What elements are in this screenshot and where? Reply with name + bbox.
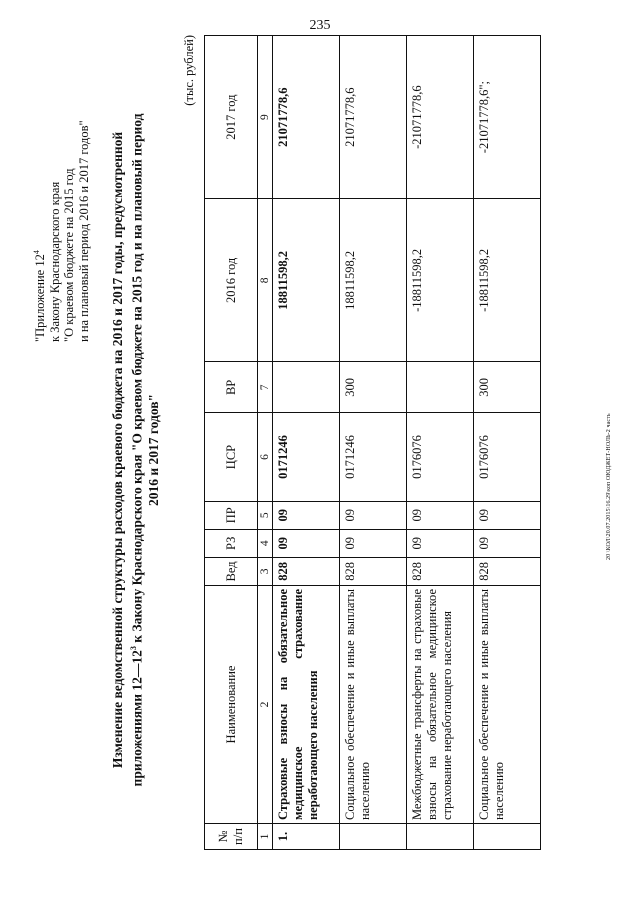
header-ved: Вед [205,557,258,585]
row-name: Социальное обеспечение и иные выплаты населению [340,585,407,823]
row-pr: 09 [273,501,340,529]
row-number [407,824,474,850]
row-2016: 18811598,2 [273,199,340,362]
row-ved: 828 [474,557,541,585]
header-2016: 2016 год [205,199,258,362]
units-label: (тыс. рублей) [182,35,196,106]
column-number: 6 [258,413,273,501]
column-number: 3 [258,557,273,585]
row-vr [273,362,340,413]
row-csr: 0171246 [273,413,340,501]
row-rz: 09 [407,529,474,557]
column-number: 5 [258,501,273,529]
header-pr: ПР [205,501,258,529]
row-rz: 09 [340,529,407,557]
header-num: № п/п [205,824,258,850]
appendix-line-3: "О краевом бюджете на 2015 год [62,168,77,342]
row-ved: 828 [273,557,340,585]
row-rz: 09 [474,529,541,557]
row-2016: 18811598,2 [340,199,407,362]
row-2016: -18811598,2 [474,199,541,362]
column-number: 2 [258,585,273,823]
footer-file-code: 20 \КОЛ\20.07.2015\16.29\коп ОЮДЖЕТ-НОЛЬ-2 часть [606,413,612,560]
document-title [110,30,162,870]
table-row [407,36,474,850]
page-number: 235 [309,18,331,33]
row-pr: 09 [474,501,541,529]
column-number: 9 [258,36,273,199]
appendix-line-2: к Закону Краснодарского края [47,181,62,342]
row-2017: -21071778,6"; [474,36,541,199]
row-2016: -18811598,2 [407,199,474,362]
header-2017: 2017 год [205,36,258,199]
row-vr [407,362,474,413]
column-number: 4 [258,529,273,557]
column-number: 7 [258,362,273,413]
row-name: Страховые взносы на обязательное медицинское страхование неработающего населения [273,585,340,823]
title-line-2: приложениями $12—12^3$ к Закону Краснодарского края "О краевом бюджете на 2015 год и на плановый период [129,113,145,787]
row-csr: 0176076 [474,413,541,501]
row-2017: -21071778,6 [407,36,474,199]
row-rz: 09 [273,529,340,557]
column-number: 8 [258,199,273,362]
row-ved: 828 [340,557,407,585]
title-line-3: 2016 и 2017 годов" [145,393,161,507]
appendix-line-4: и на плановый период 2016 и 2017 годов" [76,120,91,342]
row-number [474,824,541,850]
column-number-row [258,36,273,850]
row-vr: 300 [340,362,407,413]
table-row [273,36,340,850]
row-pr: 09 [340,501,407,529]
appendix-line-1: "Приложение $12^4$ [32,250,48,342]
row-2017: 21071778,6 [273,36,340,199]
header-name: Наименование [205,585,258,823]
table-row [474,36,541,850]
row-number [340,824,407,850]
appendix-superscript: 4 [32,250,41,255]
row-name: Межбюджетные трансферты на страховые взносы на обязательное медицинское страхование неработающего населения [407,585,474,823]
row-pr: 09 [407,501,474,529]
header-csr: ЦСР [205,413,258,501]
column-number: 1 [258,824,273,850]
table-header-row [205,36,258,850]
row-vr: 300 [474,362,541,413]
row-csr: 0171246 [340,413,407,501]
row-csr: 0176076 [407,413,474,501]
table-row [340,36,407,850]
row-ved: 828 [407,557,474,585]
row-name: Социальное обеспечение и иные выплаты населению [474,585,541,823]
appendix-header [30,22,91,342]
row-number: 1. [273,824,340,850]
rotated-document-body [22,30,612,880]
title-line-1: Изменение ведомственной структуры расходов краевого бюджета на 2016 и 2017 годы, предусмотренной [110,131,125,769]
header-rz: РЗ [205,529,258,557]
header-vr: ВР [205,362,258,413]
row-2017: 21071778,6 [340,36,407,199]
budget-table [204,35,541,850]
